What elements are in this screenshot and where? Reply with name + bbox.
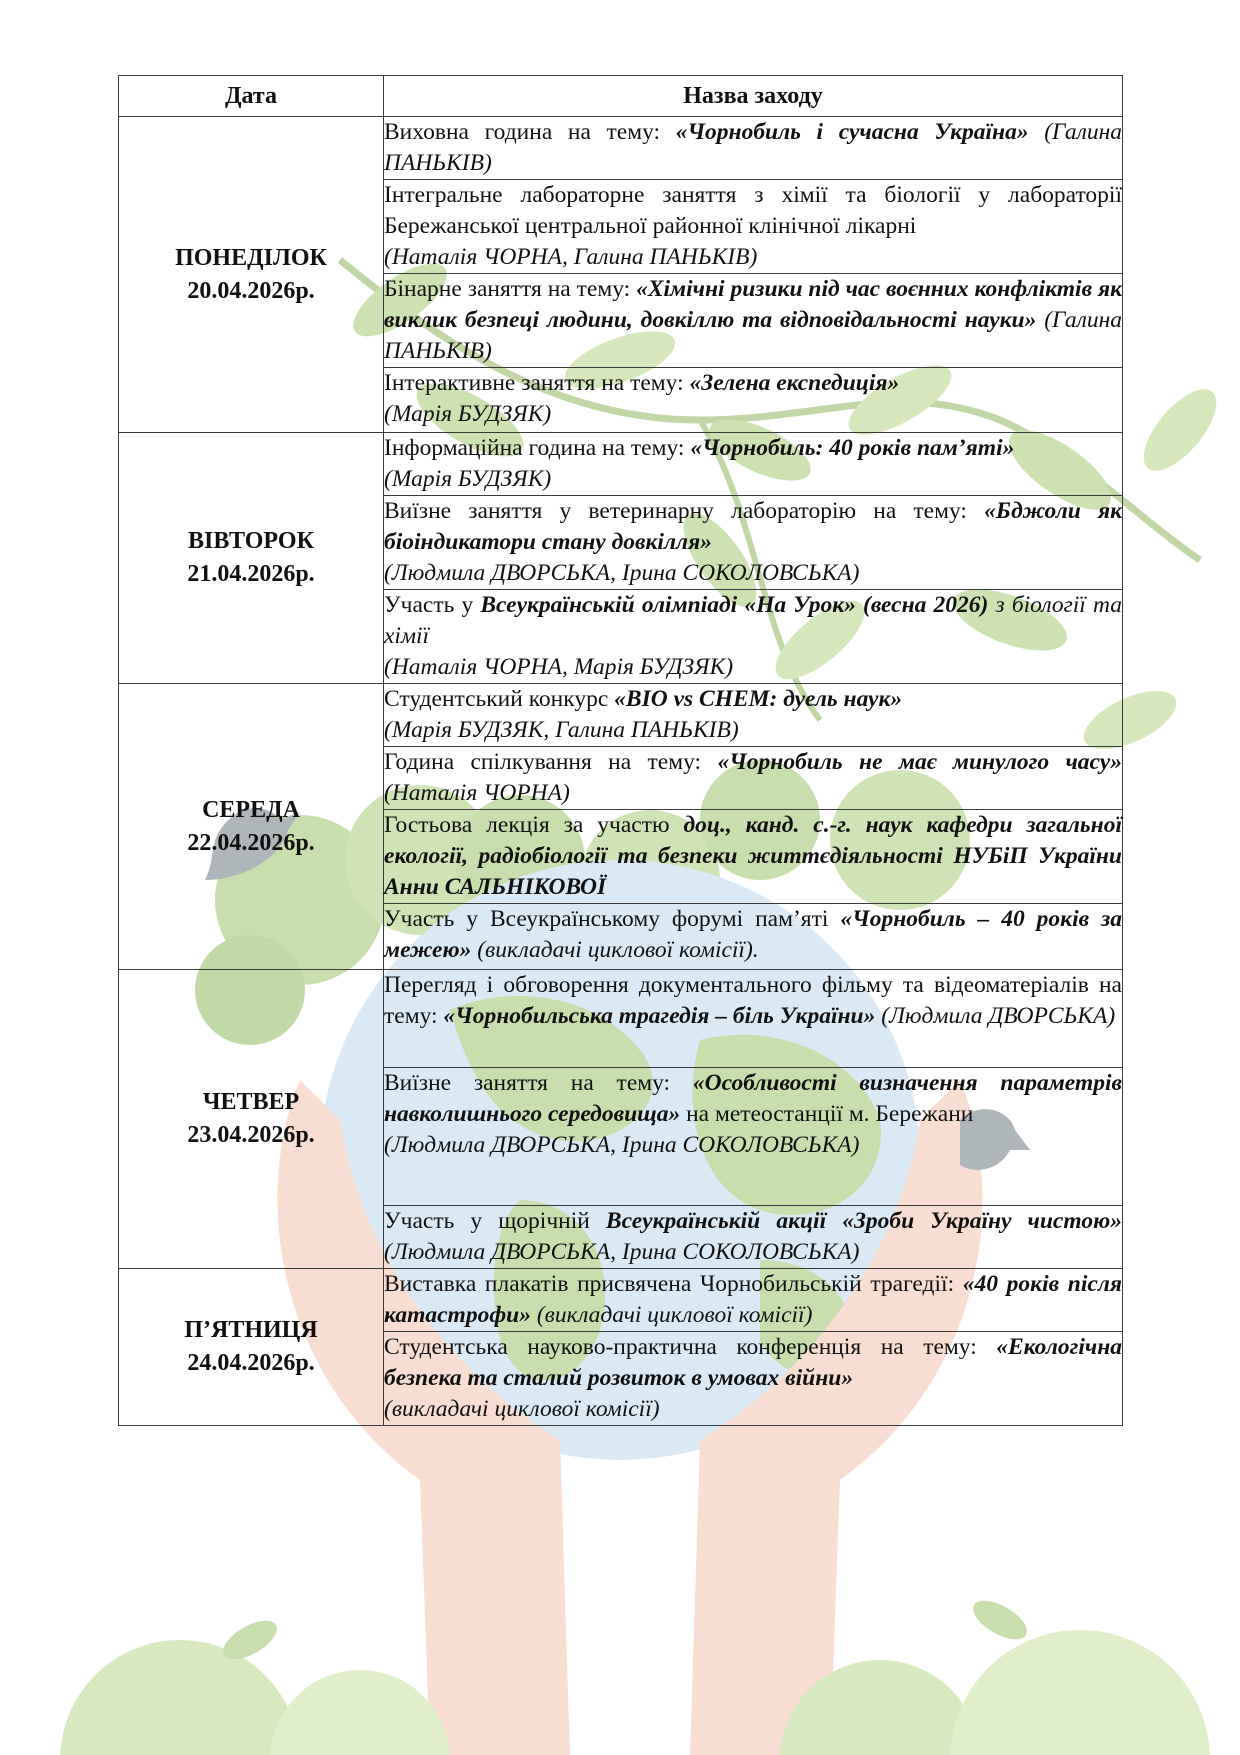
event-cell	[384, 368, 1123, 433]
event-cell	[384, 117, 1123, 180]
table-row	[119, 684, 1123, 747]
event-cell	[384, 433, 1123, 496]
leaf-graphic	[1131, 378, 1229, 483]
event-organizers: (викладачі циклової комісії).	[471, 937, 759, 963]
event-organizers: (викладачі циклової комісії)	[530, 1302, 813, 1328]
day-date: 20.04.2026р.	[187, 277, 315, 304]
event-organizers: (Людмила ДВОРСЬКА, Ірина СОКОЛОВСЬКА)	[384, 1239, 860, 1265]
event-cell	[384, 970, 1123, 1068]
event-organizers: (Галина ПАНЬКІВ)	[384, 307, 1122, 364]
day-name: ЧЕТВЕР	[202, 1089, 300, 1115]
event-cell	[384, 496, 1123, 590]
event-organizers: (Марія БУДЗЯК, Галина ПАНЬКІВ)	[384, 717, 739, 743]
event-cell	[384, 747, 1123, 810]
event-title: «BIO vs CHEM: дуель наук»	[614, 686, 903, 712]
event-title: Всеукраїнській олімпіаді «На Урок» (весна 2026)	[480, 592, 989, 618]
event-intro-text: Гостьова лекція за участю	[384, 812, 684, 838]
table-row	[119, 1269, 1123, 1332]
table-row	[119, 433, 1123, 496]
event-intro-text: Інформаційна година на тему:	[384, 435, 691, 461]
event-cell	[384, 1332, 1123, 1426]
event-title: «Хімічні ризики під час воєнних конфліктів як виклик безпеці людини, довкіллю та відповідальності науки»	[384, 276, 1122, 333]
event-intro-text: Година спілкування на тему:	[384, 749, 718, 775]
table-row	[119, 970, 1123, 1068]
event-intro-text: Виставка плакатів присвячена Чорнобильській трагедії:	[384, 1271, 963, 1297]
event-organizers: (Людмила ДВОРСЬКА)	[875, 1003, 1116, 1029]
event-intro-text: Виїзне заняття на тему:	[384, 1070, 693, 1096]
event-title: «Екологічна безпека та сталий розвиток в умовах війни»	[384, 1334, 1122, 1391]
event-subject-text: з біології та хімії	[384, 592, 1122, 649]
event-cell	[384, 274, 1123, 368]
event-intro-text: Перегляд і обговорення документального фільму та відеоматеріалів на тему:	[384, 972, 1122, 1029]
event-intro-text: Участь у	[384, 592, 481, 618]
event-organizers: (Людмила ДВОРСЬКА, Ірина СОКОЛОВСЬКА)	[384, 1132, 860, 1158]
day-name: ВІВТОРОК	[188, 528, 314, 554]
event-intro-text: Бінарне заняття на тему:	[384, 276, 637, 302]
event-cell	[384, 810, 1123, 904]
event-title: Всеукраїнській акції «Зроби Україну чистою»	[605, 1208, 1122, 1234]
event-intro-text: Участь у Всеукраїнському форумі пам’яті	[384, 906, 841, 932]
event-cell	[384, 180, 1123, 274]
event-cell	[384, 684, 1123, 747]
day-name: П’ЯТНИЦЯ	[184, 1317, 318, 1343]
event-cell	[384, 1206, 1123, 1269]
event-organizers: (викладачі циклової комісії)	[384, 1396, 660, 1422]
events-schedule-table	[118, 75, 1123, 1426]
event-subject-text: на метеостанції м. Бережани	[680, 1101, 974, 1127]
event-intro-text: Інтерактивне заняття на тему:	[384, 370, 690, 396]
event-cell	[384, 1269, 1123, 1332]
day-date: 22.04.2026р.	[187, 829, 315, 856]
event-organizers: (Людмила ДВОРСЬКА, Ірина СОКОЛОВСЬКА)	[384, 560, 860, 586]
event-title: «Чорнобиль: 40 років пам’яті»	[690, 435, 1015, 461]
event-intro-text: Студентський конкурс	[384, 686, 615, 712]
event-organizers: (Наталія ЧОРНА, Галина ПАНЬКІВ)	[384, 244, 758, 270]
event-organizers: (Марія БУДЗЯК)	[384, 466, 552, 492]
event-title: «Чорнобильська трагедія – біль України»	[443, 1003, 876, 1029]
event-title: «Чорнобиль і сучасна Україна»	[675, 119, 1029, 145]
event-intro-text: Участь у щорічній	[384, 1208, 606, 1234]
day-cell	[119, 684, 384, 970]
event-cell	[384, 590, 1123, 684]
day-date: 21.04.2026р.	[187, 561, 315, 587]
column-header-date: Дата	[119, 76, 384, 117]
event-intro-text: Виїзне заняття у ветеринарну лабораторію на тему:	[384, 498, 985, 524]
column-header-event: Назва заходу	[384, 76, 1123, 117]
event-title: «Зелена експедиція»	[689, 370, 900, 396]
day-date: 24.04.2026р.	[187, 1350, 315, 1376]
event-title: «Чорнобиль не має минулого часу»	[717, 749, 1122, 775]
event-organizers: (Галина ПАНЬКІВ)	[384, 119, 1122, 176]
event-title: «Особливості визначення параметрів навколишнього середовища»	[384, 1070, 1122, 1127]
event-intro-text: Студентська науково-практична конференція на тему:	[384, 1334, 997, 1360]
day-cell	[119, 433, 384, 684]
day-cell	[119, 970, 384, 1269]
table-row	[119, 117, 1123, 180]
table-header-row	[119, 76, 1123, 117]
event-title: «Чорнобиль – 40 років за межею»	[384, 906, 1122, 963]
day-date: 23.04.2026р.	[187, 1122, 315, 1148]
event-cell	[384, 904, 1123, 970]
event-organizers: (Наталія ЧОРНА)	[384, 780, 570, 806]
event-intro-text: Інтегральне лабораторне заняття з хімії та біології у лабораторії Бережанської центральної районної клінічної лікарні	[384, 182, 1122, 239]
event-intro-text: Виховна година на тему:	[384, 119, 676, 145]
event-title: «Бджоли як біоіндикатори стану довкілля»	[384, 498, 1122, 555]
event-title: «40 років після катастрофи»	[384, 1271, 1122, 1328]
event-organizers: (Марія БУДЗЯК)	[384, 401, 552, 427]
day-cell	[119, 117, 384, 433]
day-cell	[119, 1269, 384, 1426]
day-name: ПОНЕДІЛОК	[175, 244, 327, 271]
event-organizers: (Наталія ЧОРНА, Марія БУДЗЯК)	[384, 654, 734, 680]
event-title: доц., канд. с.-г. наук кафедри загальної екології, радіобіології та безпеки життєдіяльності НУБіП України Анни САЛЬНІКОВОЇ	[384, 812, 1122, 900]
bush-graphic	[60, 1640, 300, 1755]
event-cell	[384, 1068, 1123, 1206]
day-name: СЕРЕДА	[202, 796, 300, 823]
